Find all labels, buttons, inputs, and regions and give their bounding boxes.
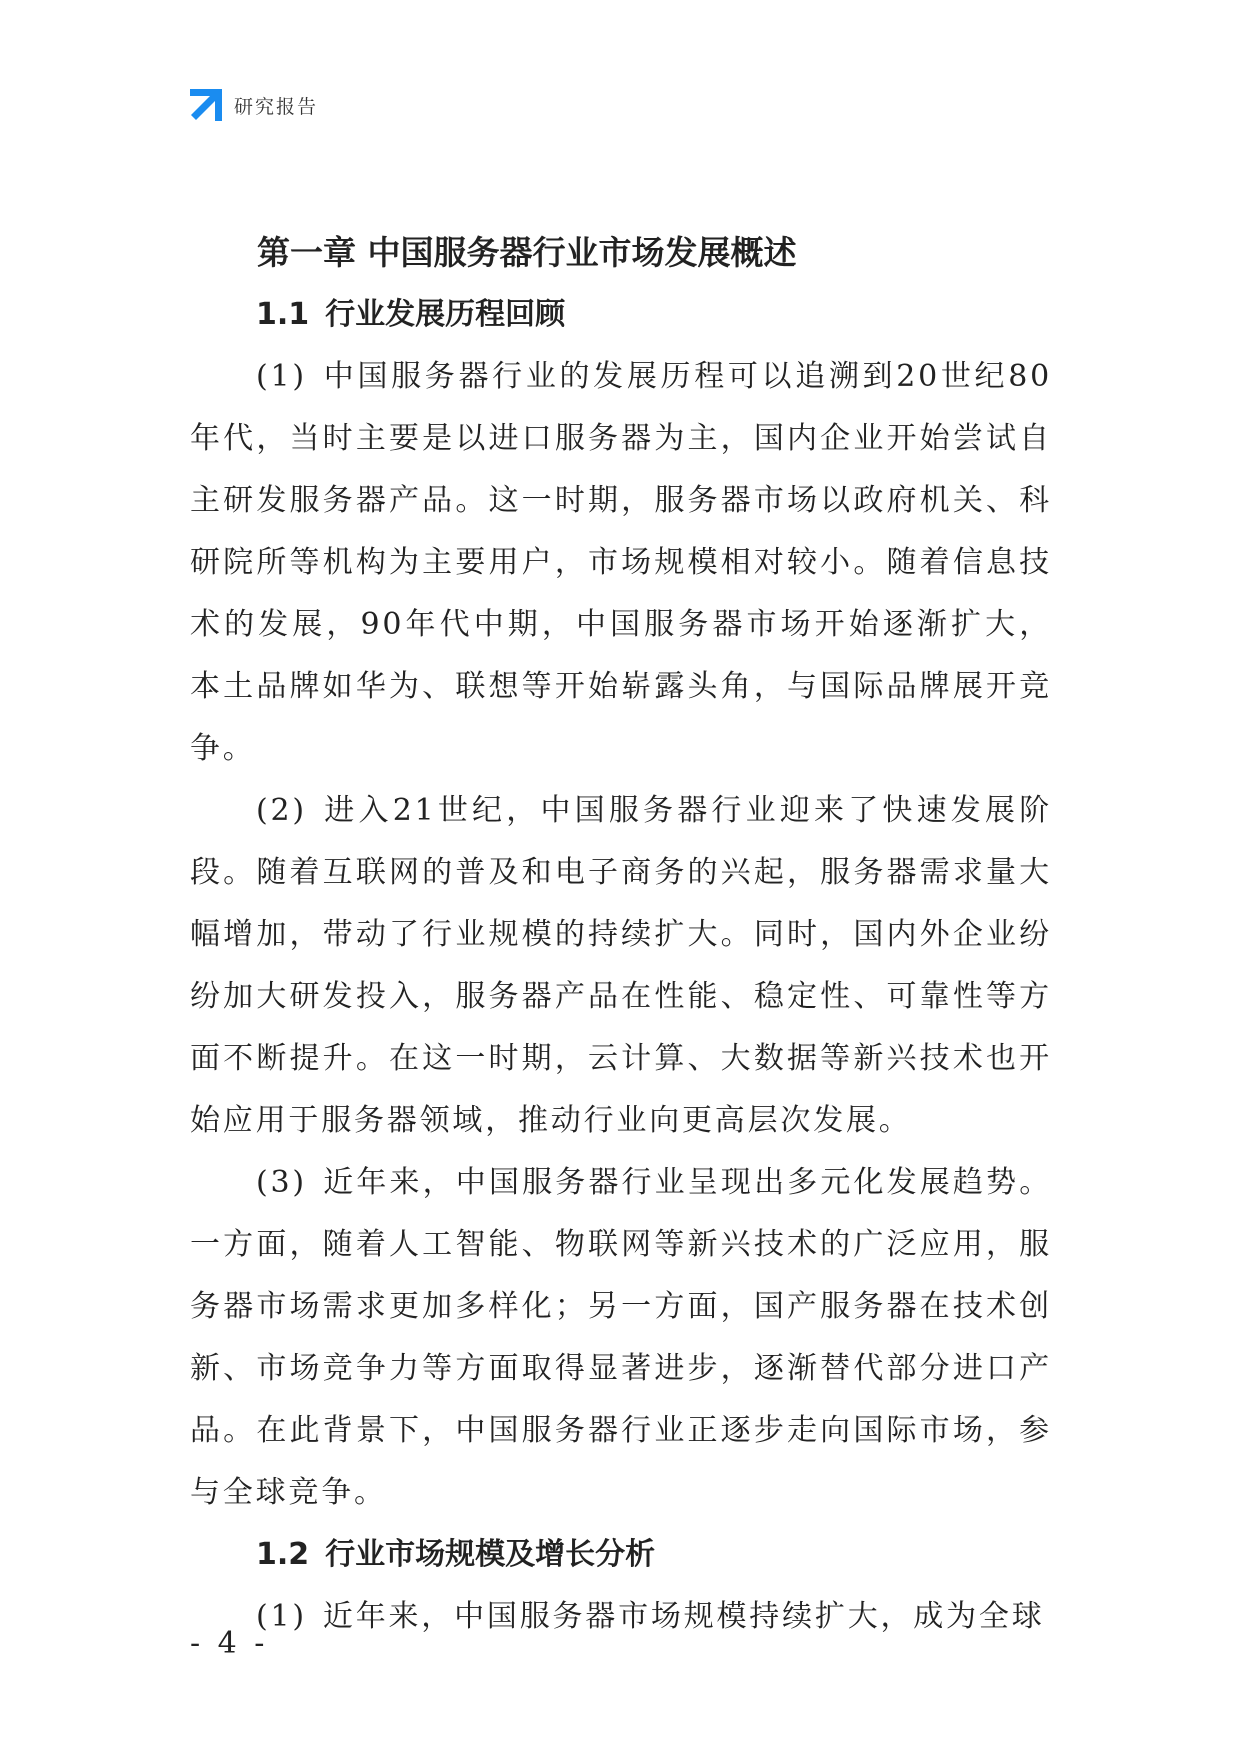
paragraph-text: 近年来，中国服务器市场规模持续扩大，成为全球 (322, 1599, 1045, 1634)
paragraph-1-1-3 (190, 1152, 1052, 1524)
section-title-text: 行业市场规模及增长分析 (325, 1537, 656, 1572)
document-body (190, 222, 1052, 1648)
paragraph-text: 中国服务器行业的发展历程可以追溯到20世纪80年代，当时主要是以进口服务器为主，国内企业开始尝试自主研发服务器产品。这一时期，服务器市场以政府机关、科研院所等机构为主要用户，市场规模相对较小。随着信息技术的发展，90年代中期，中国服务器市场开始逐渐扩大，本土品牌如华为、联想等开始崭露头角，与国际品牌展开竞争。 (190, 359, 1052, 766)
section-number: 1.1 (256, 297, 310, 332)
section-heading-1-2 (256, 1524, 1052, 1586)
paragraph-1-1-2 (190, 780, 1052, 1152)
paragraph-number: (3) (256, 1165, 307, 1200)
paragraph-number: (2) (256, 793, 307, 828)
paragraph-text: 近年来，中国服务器行业呈现出多元化发展趋势。一方面，随着人工智能、物联网等新兴技术的广泛应用，服务器市场需求更加多样化；另一方面，国产服务器在技术创新、市场竞争力等方面取得显著进步，逐渐替代部分进口产品。在此背景下，中国服务器行业正逐步走向国际市场，参与全球竞争。 (190, 1165, 1052, 1510)
header-label: 研究报告 (234, 95, 319, 118)
logo-arrow-icon (190, 89, 222, 121)
paragraph-1-1-1 (190, 346, 1052, 780)
page-number: - 4 - (190, 1626, 269, 1661)
page-header (190, 88, 318, 122)
paragraph-text: 进入21世纪，中国服务器行业迎来了快速发展阶段。随着互联网的普及和电子商务的兴起，服务器需求量大幅增加，带动了行业规模的持续扩大。同时，国内外企业纷纷加大研发投入，服务器产品在性能、稳定性、可靠性等方面不断提升。在这一时期，云计算、大数据等新兴技术也开始应用于服务器领域，推动行业向更高层次发展。 (190, 793, 1052, 1138)
section-title-text: 行业发展历程回顾 (325, 297, 566, 332)
paragraph-number: (1) (256, 359, 307, 394)
paragraph-1-2-1 (190, 1586, 1052, 1648)
section-heading-1-1 (256, 284, 1052, 346)
paragraph-number: (1) (256, 1599, 307, 1634)
chapter-title: 第一章 中国服务器行业市场发展概述 (257, 233, 797, 272)
section-number: 1.2 (256, 1537, 310, 1572)
